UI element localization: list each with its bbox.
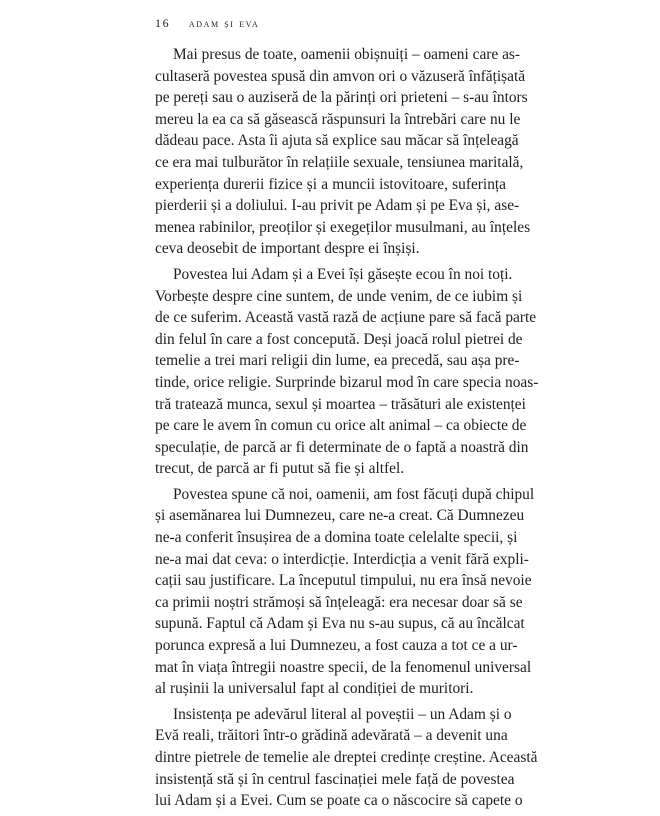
text-line: temelie a trei mari religii din lume, ea precedă, sau așa pre- <box>155 352 520 370</box>
text-line: Mai presus de toate, oamenii obișnuiți – oameni care as- <box>173 46 521 63</box>
text-line: și asemănarea lui Dumnezeu, care ne-a creat. Că Dumnezeu <box>155 507 525 525</box>
paragraph <box>155 264 539 480</box>
text-line: ca primii noștri strămoși să înțeleagă: era necesar doar să se <box>155 593 523 611</box>
page-number: 16 <box>155 16 171 30</box>
text-line: Povestea lui Adam și a Evei își găsește ecou în noi toți. <box>173 265 513 283</box>
text-line: supună. Faptul că Adam și Eva nu s-au supus, că au încălcat <box>155 615 525 633</box>
text-line: mereu la ea ca să găsească răspunsuri la întrebări care nu le <box>155 110 521 128</box>
text-line: al rușinii la universalul fapt al condiției de muritori. <box>155 680 474 698</box>
text-line: trecut, de parcă ar fi putut să fie și altfel. <box>155 460 405 478</box>
body-text <box>155 44 539 816</box>
text-line: Vorbește despre cine suntem, de unde venim, de ce iubim și <box>155 287 523 305</box>
running-head-title: adam și eva <box>188 16 260 30</box>
text-line: dintre pietrele de temelie ale dreptei credințe creștine. Această <box>155 749 538 766</box>
text-line: ceva deosebit de important despre ei înșiși. <box>155 240 420 258</box>
text-line: porunca expresă a lui Dumnezeu, a fost cauza a tot ce a ur- <box>155 637 518 655</box>
text-line: pe pereți sau o auziseră de la părinți ori prieteni – s-au întors <box>155 89 528 107</box>
running-head <box>155 16 259 31</box>
paragraph <box>155 484 535 700</box>
text-line: ne-a conferit însușirea de a domina toate celelalte specii, și <box>155 529 518 547</box>
text-line: menea rabinilor, preoților și exegeților musulmani, au înțeles <box>155 218 531 236</box>
text-line: pe care le avem în comun cu orice alt animal – ca obiecte de <box>155 417 527 435</box>
text-line: Povestea spune că noi, oamenii, am fost făcuți după chipul <box>173 485 535 503</box>
paragraph <box>155 44 531 260</box>
text-line: dădeau pace. Asta îi ajuta să explice sau măcar să înțeleagă <box>155 132 519 150</box>
text-line: speculație, de parcă ar fi determinate de o faptă a noastră din <box>155 438 529 456</box>
text-line: din felul în care a fost concepută. Deși joacă rolul pietrei de <box>155 330 523 348</box>
text-line: tinde, orice religie. Surprinde bizarul mod în care specia noas- <box>155 373 539 391</box>
text-line: experiența durerii fizice și a muncii istovitoare, suferința <box>155 175 506 193</box>
text-line: de ce suferim. Această vastă rază de acțiune pare să facă parte <box>155 309 537 327</box>
text-line: tră tratează munca, sexul și moartea – trăsături ale existenței <box>155 395 526 413</box>
text-line: lui Adam și a Evei. Cum se poate ca o născocire să capete o <box>155 792 523 810</box>
text-line: cații sau justificare. La începutul timpului, nu era însă nevoie <box>155 572 532 590</box>
text-line: insistență stă și în centrul fascinației mele față de povestea <box>155 770 515 788</box>
text-line: cultaseră povestea spusă din amvon ori o văzuseră înfățișată <box>155 67 526 85</box>
text-line: pierderii și a doliului. I-au privit pe Adam și pe Eva și, ase- <box>155 197 520 215</box>
text-line: ce era mai tulburător în relațiile sexuale, tensiunea maritală, <box>155 153 524 171</box>
text-line: Evă reali, trăitori într-o grădină adevărată – a devenit una <box>155 727 508 745</box>
text-line: mat în viața întregii noastre specii, de la fenomenul universal <box>155 658 532 676</box>
paragraph <box>155 704 538 812</box>
text-line: ne-a mai dat ceva: o interdicție. Interdicția a venit fără expli- <box>155 550 529 568</box>
text-line: Insistența pe adevărul literal al poveștii – un Adam și o <box>173 705 512 723</box>
